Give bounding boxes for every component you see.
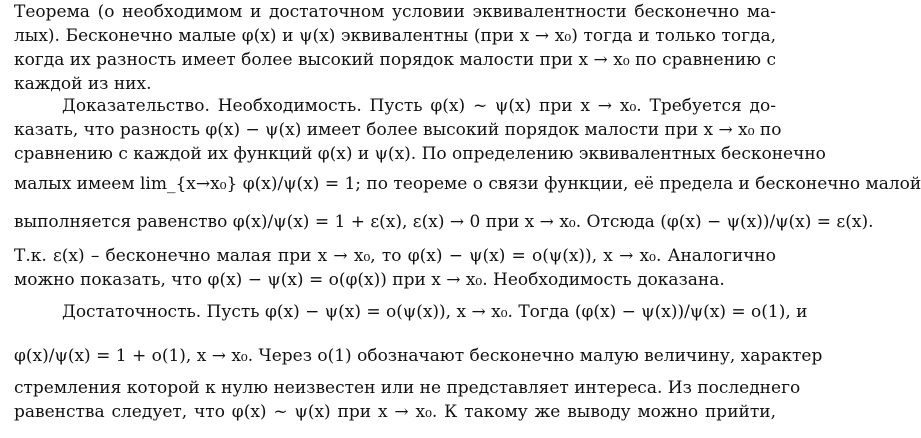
theorem-line-1: Теорема (о необходимом и достаточном условии эквивалентности бесконечно ма- — [14, 2, 776, 22]
proof-necessity-line-6: Т.к. ε(x) – бесконечно малая при x → x₀, то φ(x) − ψ(x) = o(ψ(x)), x → x₀. Аналогично — [14, 246, 776, 266]
proof-sufficiency-line-2: φ(x)/ψ(x) = 1 + o(1), x → x₀. Через o(1) обозначают бесконечно малую величину, характер — [14, 346, 823, 366]
proof-sufficiency-line-4: равенства следует, что φ(x) ~ ψ(x) при x → x₀. К такому же выводу можно прийти, — [14, 402, 776, 422]
proof-sufficiency-line-1: Достаточность. Пусть φ(x) − ψ(x) = o(ψ(x)), x → x₀. Тогда (φ(x) − ψ(x))/ψ(x) = o(1), и — [62, 302, 808, 322]
proof-necessity-line-5: выполняется равенство φ(x)/ψ(x) = 1 + ε(x), ε(x) → 0 при x → x₀. Отсюда (φ(x) − ψ(x))/ψ(x) = ε(x). — [14, 212, 874, 232]
theorem-line-2: лых). Бесконечно малые φ(x) и ψ(x) эквивалентны (при x → x₀) тогда и только тогда, — [14, 26, 776, 46]
proof-necessity-line-4: малых имеем lim_{x→x₀} φ(x)/ψ(x) = 1; по теореме о связи функции, её предела и бесконечно малой — [14, 174, 921, 194]
proof-sufficiency-line-3: стремления которой к нулю неизвестен или не представляет интереса. Из последнего — [14, 378, 801, 398]
theorem-line-4: каждой из них. — [14, 74, 152, 94]
theorem-line-3: когда их разность имеет более высокий порядок малости при x → x₀ по сравнению с — [14, 50, 776, 70]
proof-necessity-line-7: можно показать, что φ(x) − ψ(x) = o(φ(x)) при x → x₀. Необходимость доказана. — [14, 270, 725, 290]
proof-necessity-line-1: Доказательство. Необходимость. Пусть φ(x) ~ ψ(x) при x → x₀. Требуется до- — [62, 96, 776, 116]
proof-necessity-line-2: казать, что разность φ(x) − ψ(x) имеет более высокий порядок малости при x → x₀ по — [14, 120, 782, 140]
proof-necessity-line-3: сравнению с каждой их функций φ(x) и ψ(x). По определению эквивалентных бесконечно — [14, 144, 826, 164]
